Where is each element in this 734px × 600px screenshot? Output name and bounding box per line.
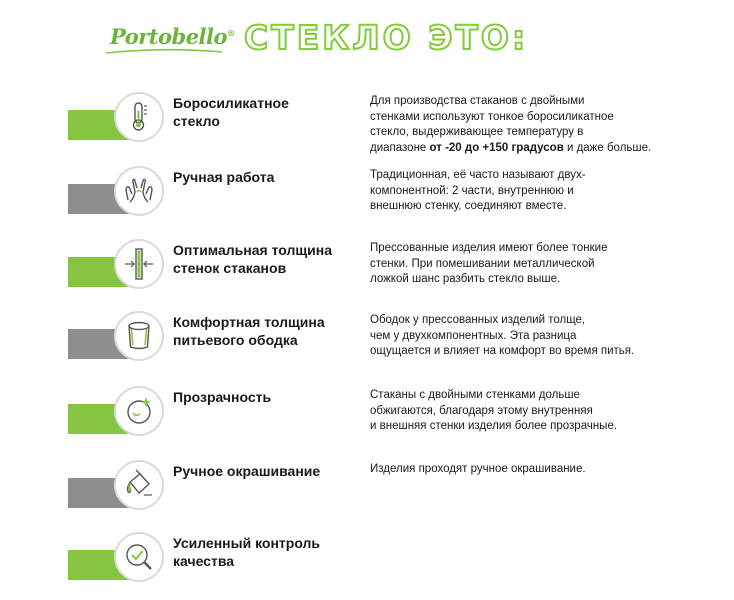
temperature-range: от -20 до +150 градусов <box>429 141 564 154</box>
feature-row-borosilicate <box>0 90 734 160</box>
icon-badge <box>114 239 164 289</box>
feature-row-hand-painting <box>0 458 734 528</box>
feature-description: Традиционная, её часто называют двух- компонентной: 2 части, внутреннюю и внешнюю стенку, соединяют вместе. <box>370 169 586 212</box>
feature-row-transparency <box>0 384 734 454</box>
icon-badge <box>114 166 164 216</box>
wall-thickness-icon <box>116 241 162 287</box>
icon-badge <box>114 386 164 436</box>
glass-rim-icon <box>116 313 162 359</box>
icon-badge <box>114 532 164 582</box>
feature-row-quality-control <box>0 530 734 600</box>
icon-badge <box>114 311 164 361</box>
sparkle-icon <box>116 388 162 434</box>
feature-description: Прессованные изделия имеют более тонкие стенки. При помешивании металлической ложкой шанс разбить стекло выше. <box>370 242 608 285</box>
thermometer-icon <box>116 94 162 140</box>
quality-check-icon <box>116 534 162 580</box>
icon-badge <box>114 92 164 142</box>
feature-description: Изделия проходят ручное окрашивание. <box>370 463 586 475</box>
icon-badge <box>114 460 164 510</box>
hands-icon <box>116 168 162 214</box>
logo-swoosh-icon <box>104 46 224 56</box>
feature-title: Оптимальная толщина стенок стаканов <box>173 242 332 276</box>
feature-title: Ручное окрашивание <box>173 463 321 479</box>
feature-title: Боросиликатное стекло <box>173 95 289 129</box>
feature-description: Ободок у прессованных изделий толще, чем у двухкомпонентных. Эта разница ощущается и влияет на комфорт во время питья. <box>370 314 635 357</box>
feature-row-handmade <box>0 164 734 234</box>
feature-title: Комфортная толщина питьевого ободка <box>173 314 325 348</box>
feature-row-rim-thickness <box>0 309 734 379</box>
feature-title: Усиленный контроль качества <box>173 535 321 569</box>
feature-description: Стаканы с двойными стенками дольше обжигаются, благодаря этому внутренняя и внешняя стенки изделия более прозрачные. <box>370 389 618 432</box>
logo-text: Portobello® <box>110 24 235 49</box>
portobello-logo <box>104 20 235 60</box>
feature-title: Ручная работа <box>173 169 275 185</box>
page-title: СТЕКЛО ЭТО: <box>244 18 529 57</box>
feature-description: Для производства стаканов с двойными стенками используют тонкое боросиликатное стекло, выдерживающее температуру в диапазоне от -20 до +150 градусов и даже больше. <box>370 95 652 154</box>
registered-mark: ® <box>227 28 235 38</box>
header <box>0 0 734 80</box>
feature-row-wall-thickness <box>0 237 734 307</box>
feature-title: Прозрачность <box>173 389 272 405</box>
paint-bucket-icon <box>116 462 162 508</box>
